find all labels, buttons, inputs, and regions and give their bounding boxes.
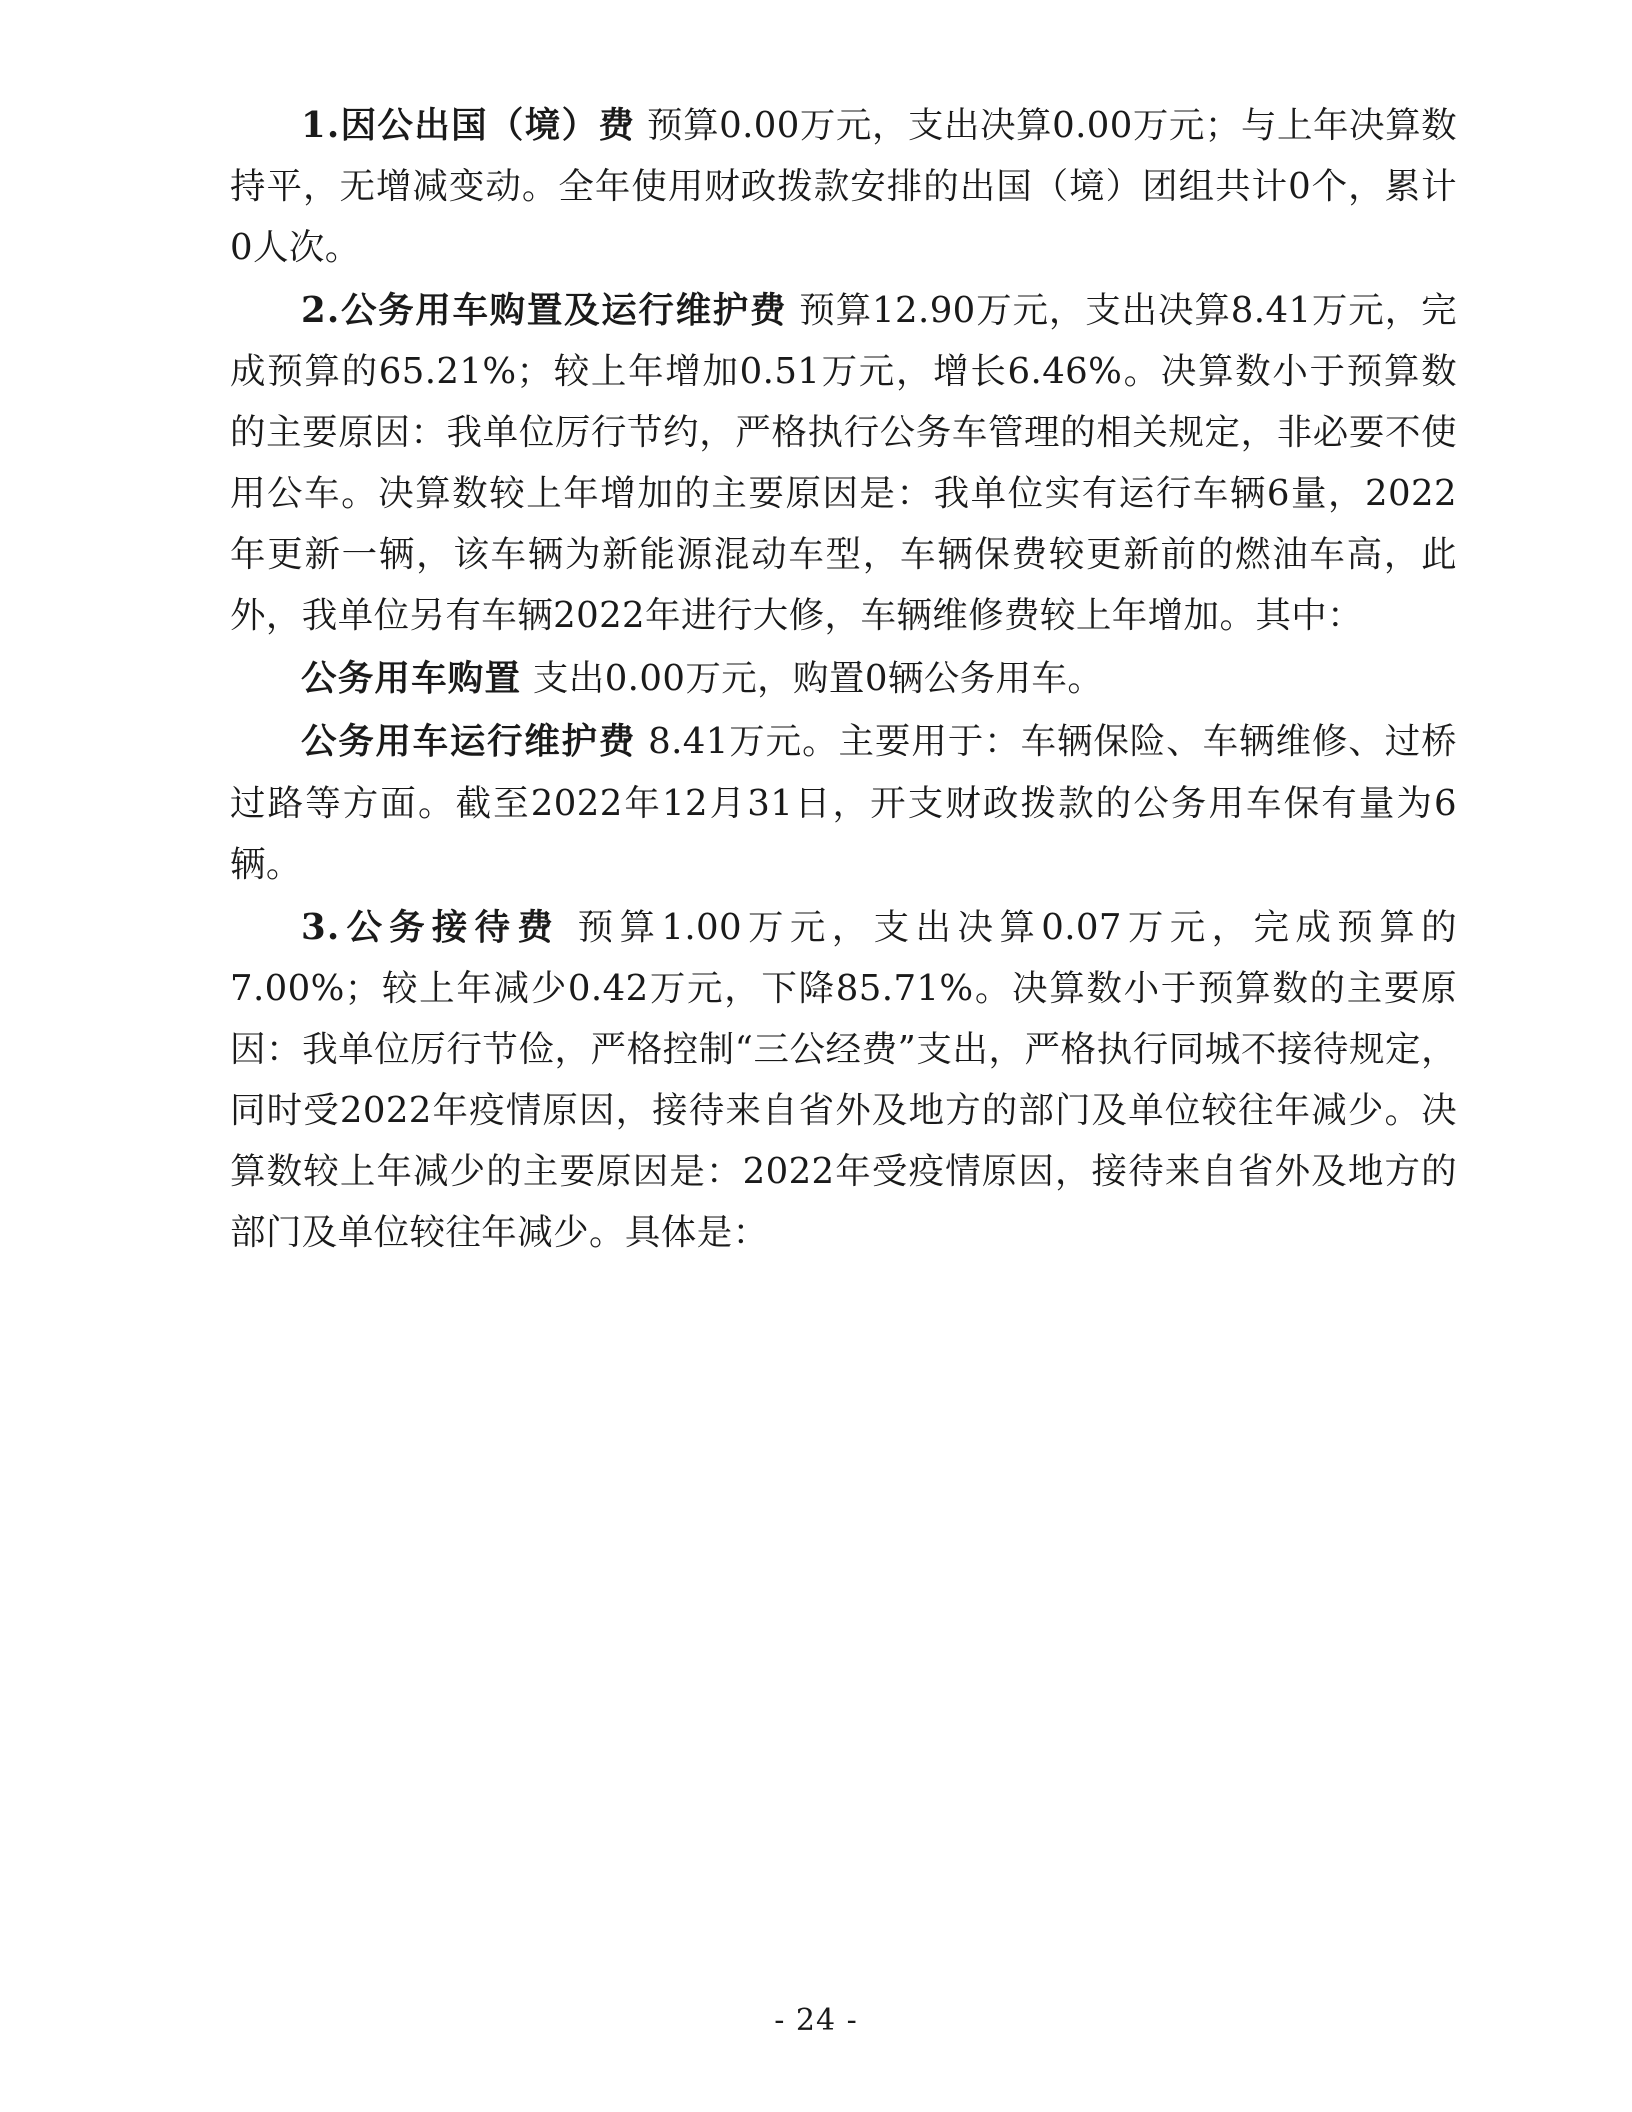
- paragraph-text: 支出0.00万元，购置0辆公务用车。: [521, 658, 1104, 700]
- paragraph-text: 预算12.90万元，支出决算8.41万元，完成预算的65.21%；较上年增加0.51万元，增长6.46%。决算数小于预算数的主要原因：我单位厉行节约，严格执行公务车管理的相关规定，非必要不使用公车。决算数较上年增加的主要原因是：我单位实有运行车辆6量，2022年更新一辆，该车辆为新能源混动车型，车辆保费较更新前的燃油车高，此外，我单位另有车辆2022年进行大修，车辆维修费较上年增加。其中：: [230, 290, 1457, 637]
- paragraph-lead-label: 2.公务用车购置及运行维护费: [301, 290, 788, 332]
- paragraph-text: 预算0.00万元，支出决算0.00万元；与上年决算数持平，无增减变动。全年使用财政拨款安排的出国（境）团组共计0个，累计0人次。: [230, 105, 1458, 269]
- paragraph-text: 预算1.00万元，支出决算0.07万元，完成预算的7.00%；较上年减少0.42万元，下降85.71%。决算数小于预算数的主要原因：我单位厉行节俭，严格控制“三公经费”支出，严格执行同城不接待规定，同时受2022年疫情原因，接待来自省外及地方的部门及单位较往年减少。决算数较上年减少的主要原因是：2022年受疫情原因，接待来自省外及地方的部门及单位较往年减少。具体是：: [230, 906, 1457, 1253]
- paragraph-official-vehicle-fee: [230, 280, 1457, 646]
- paragraph-lead-label: 公务用车购置: [301, 658, 522, 700]
- paragraph-vehicle-maintenance: [230, 711, 1457, 894]
- paragraph-lead-label: 公务用车运行维护费: [301, 721, 636, 763]
- paragraph-vehicle-purchase: [230, 648, 1457, 709]
- paragraph-lead-label: 1.因公出国（境）费: [301, 105, 636, 146]
- paragraph-official-reception-fee: [230, 897, 1457, 1263]
- paragraph-overseas-travel-fee: [230, 95, 1457, 278]
- paragraph-text: 8.41万元。主要用于：车辆保险、车辆维修、过桥过路等方面。截至2022年12月31日，开支财政拨款的公务用车保有量为6辆。: [230, 721, 1458, 885]
- document-body: [230, 95, 1457, 1263]
- page-number: - 24 -: [774, 2003, 858, 2038]
- paragraph-lead-label: 3.公务接待费: [301, 906, 560, 948]
